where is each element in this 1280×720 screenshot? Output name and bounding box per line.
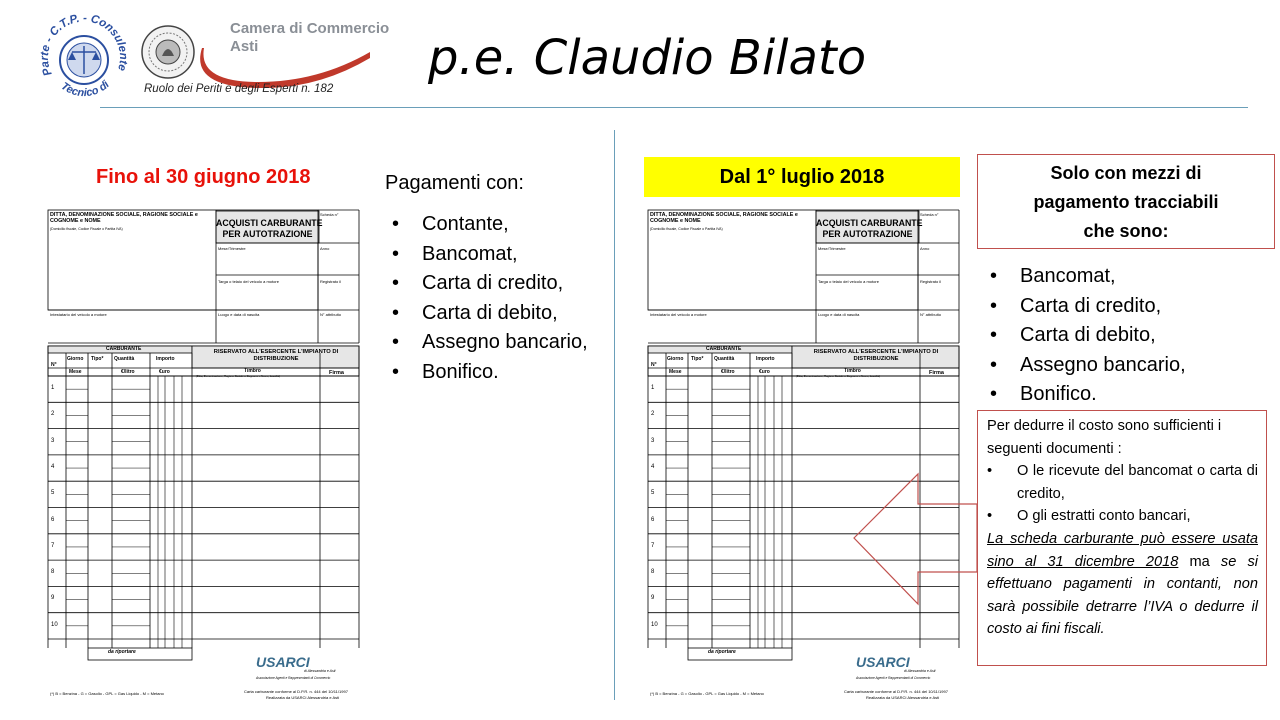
vertical-divider (614, 130, 615, 700)
traceable-payments-box (977, 154, 1275, 249)
form-text: Tipo* (691, 356, 704, 362)
note-bullet: • O gli estratti conto bancari, (987, 508, 1191, 525)
fuel-card-form-before (46, 208, 361, 708)
list-item: • Assegno bancario, (392, 328, 588, 358)
header-divider (100, 107, 1248, 108)
form-text: Realizzata da USARCI Alessandria e Asti (866, 695, 940, 700)
payments-list-before (392, 210, 588, 387)
form-text: Quantità (114, 356, 135, 362)
form-text: ACQUISTI CARBURANTE (816, 218, 923, 228)
list-item: • Bancomat, (990, 262, 1186, 292)
form-text: 5 (651, 490, 655, 497)
form-text: Mese (69, 369, 82, 375)
form-text: €uro (159, 369, 170, 375)
form-text: Importo (756, 356, 775, 362)
list-item: • Contante, (392, 210, 588, 240)
form-text: Importo (156, 356, 175, 362)
form-text: Intestatario del veicolo a motore (650, 312, 707, 317)
form-text: Associazione Agenti e Rappresentanti di Commercio (856, 676, 931, 680)
form-text: PER AUTOTRAZIONE (222, 229, 313, 239)
fuel-card-form-after (646, 208, 961, 708)
form-text: €/litro (121, 369, 135, 375)
form-text: Mese/Trimestre (218, 246, 246, 251)
form-text: da riportare (108, 649, 136, 655)
form-text: 8 (651, 569, 655, 576)
form-text: 6 (51, 516, 55, 523)
form-text: Firma (329, 370, 344, 376)
chamber-name: Camera di Commercio (230, 20, 390, 37)
form-text: PER AUTOTRAZIONE (822, 229, 913, 239)
form-text: Mese (669, 369, 682, 375)
form-text: RISERVATO ALL'ESERCENTE L'IMPIANTO DI DISTRIBUZIONE (213, 349, 339, 362)
chamber-seal-icon (140, 24, 196, 80)
form-text: Quantità (714, 356, 735, 362)
form-text: Luogo e data di nascita (818, 312, 860, 317)
svg-text:Tecnico di: Tecnico di (58, 78, 112, 100)
page-title: p.e. Claudio Bilato (428, 30, 867, 86)
form-text: Firma (929, 370, 944, 376)
form-text: Associazione Agenti e Rappresentanti di Commercio (256, 676, 331, 680)
list-item: • Carta di credito, (392, 269, 588, 299)
form-text: 10 (651, 621, 658, 628)
form-text: 2 (651, 411, 655, 418)
traceable-line: pagamento tracciabili (1033, 192, 1219, 212)
form-text: USARCI (256, 654, 310, 670)
form-grid (46, 208, 361, 708)
form-text: Targa o telaio del veicolo a motore (818, 279, 879, 284)
form-text: N° attribuito (320, 312, 341, 317)
period-before-label: Fino al 30 giugno 2018 (96, 166, 311, 188)
list-item: • Carta di debito, (990, 321, 1186, 351)
form-text: Giorno (667, 356, 684, 362)
form-text: 1 (51, 385, 55, 391)
form-text: 9 (51, 595, 55, 602)
form-text: Tipo* (91, 356, 104, 362)
form-text: Registrato il (320, 279, 342, 284)
form-text: 5 (51, 490, 55, 497)
form-text: N° (51, 362, 57, 368)
form-text: Targa o telaio del veicolo a motore (218, 279, 279, 284)
form-text: (Ditta, Denominazione, Ragione Sociale o Cognome e Nome, Località) (796, 375, 881, 378)
chamber-swoosh-logo (198, 38, 373, 88)
form-text: N° (651, 362, 657, 368)
list-item: • Carta di credito, (990, 292, 1186, 322)
ctp-logo (38, 14, 130, 106)
form-text: (Domicilio fiscale, Codice Fiscale o Partita IVA) (50, 227, 123, 231)
form-grid (646, 208, 961, 708)
form-text: Scheda n° (320, 212, 339, 217)
form-text: Carta carburante conforme al D.P.R. n. 444 del 10/11/1997 (244, 689, 348, 694)
form-text: 9 (651, 595, 655, 602)
note-warning (987, 528, 1258, 641)
form-cell (688, 648, 792, 660)
note-warning-text: se si effettuano pagamenti in contanti, non sarà possibile detrarre l’IVA o dedurre il costo ai fini fiscali. (987, 553, 1259, 638)
form-text: Carta carburante conforme al D.P.R. n. 444 del 10/11/1997 (844, 689, 948, 694)
payments-list-after (990, 262, 1186, 410)
note-intro: Per dedurre il costo sono sufficienti i seguenti documenti : (987, 418, 1222, 457)
form-text: 8 (51, 569, 55, 576)
list-item: • Assegno bancario, (990, 351, 1186, 381)
svg-text:Parte - C.T.P. - Consulente: Parte - C.T.P. - Consulente (38, 14, 130, 78)
form-text: N° attribuito (920, 312, 941, 317)
form-text: CARBURANTE (706, 346, 742, 352)
form-text: Anno (920, 246, 930, 251)
list-item: • Carta di debito, (392, 299, 588, 329)
form-text: Scheda n° (920, 212, 939, 217)
form-text: RISERVATO ALL'ESERCENTE L'IMPIANTO DI DISTRIBUZIONE (813, 349, 939, 362)
traceable-line: che sono: (1083, 221, 1169, 241)
form-text: 2 (51, 411, 55, 418)
form-text: 3 (651, 437, 655, 444)
note-bullet: • O le ricevute del bancomat o carta di credito, (987, 463, 1258, 502)
form-text: di Alessandria e Asti (904, 669, 936, 673)
form-text: Timbro (244, 368, 261, 374)
list-item: • Bonifico. (392, 358, 588, 388)
form-text: da riportare (708, 649, 736, 655)
form-text: DITTA, DENOMINAZIONE SOCIALE, RAGIONE SOCIALE e COGNOME e NOME (650, 212, 798, 224)
left-arrow-icon (850, 472, 978, 608)
payments-heading: Pagamenti con: (385, 172, 524, 194)
form-text: DITTA, DENOMINAZIONE SOCIALE, RAGIONE SOCIALE e COGNOME e NOME (50, 212, 198, 224)
list-item: • Bancomat, (392, 240, 588, 270)
form-text: 10 (51, 621, 58, 628)
form-text: Timbro (844, 368, 861, 374)
traceable-line: Solo con mezzi di (1050, 163, 1202, 183)
list-item: • Bonifico. (990, 380, 1186, 410)
note-underlined: La scheda carburante può essere usata sino al 31 dicembre 2018 (987, 530, 1258, 570)
form-text: di Alessandria e Asti (304, 669, 336, 673)
form-text: 3 (51, 437, 55, 444)
form-text: Registrato il (920, 279, 942, 284)
note-connector: ma (1178, 553, 1210, 570)
form-text: 6 (651, 516, 655, 523)
form-text: (Domicilio fiscale, Codice Fiscale o Partita IVA) (650, 227, 723, 231)
form-text: €uro (759, 369, 770, 375)
form-text: Mese/Trimestre (818, 246, 846, 251)
form-text: 4 (51, 463, 55, 470)
form-text: Realizzata da USARCI Alessandria e Asti (266, 695, 340, 700)
deduction-note-box (977, 410, 1267, 666)
form-text: Anno (320, 246, 330, 251)
period-after-label: Dal 1° luglio 2018 (644, 157, 960, 197)
chamber-city: Asti (230, 38, 259, 55)
form-text: 1 (651, 385, 655, 391)
form-text: (Ditta, Denominazione, Ragione Sociale o Cognome e Nome, Località) (196, 375, 281, 378)
form-text: 7 (51, 542, 55, 549)
form-text: 7 (651, 542, 655, 549)
form-text: CARBURANTE (106, 346, 142, 352)
form-text: Luogo e data di nascita (218, 312, 260, 317)
form-text: €/litro (721, 369, 735, 375)
form-text: (*) B = Benzina - G = Gasolio - GPL = Gas Liquido - M = Metano (650, 691, 764, 696)
form-text: USARCI (856, 654, 910, 670)
form-text: (*) B = Benzina - G = Gasolio - GPL = Gas Liquido - M = Metano (50, 691, 164, 696)
form-text: Intestatario del veicolo a motore (50, 312, 107, 317)
form-text: 4 (651, 463, 655, 470)
form-text: Giorno (67, 356, 84, 362)
form-text: ACQUISTI CARBURANTE (216, 218, 323, 228)
form-cell (88, 648, 192, 660)
registry-number: Ruolo dei Periti e degli Esperti n. 182 (144, 83, 334, 95)
